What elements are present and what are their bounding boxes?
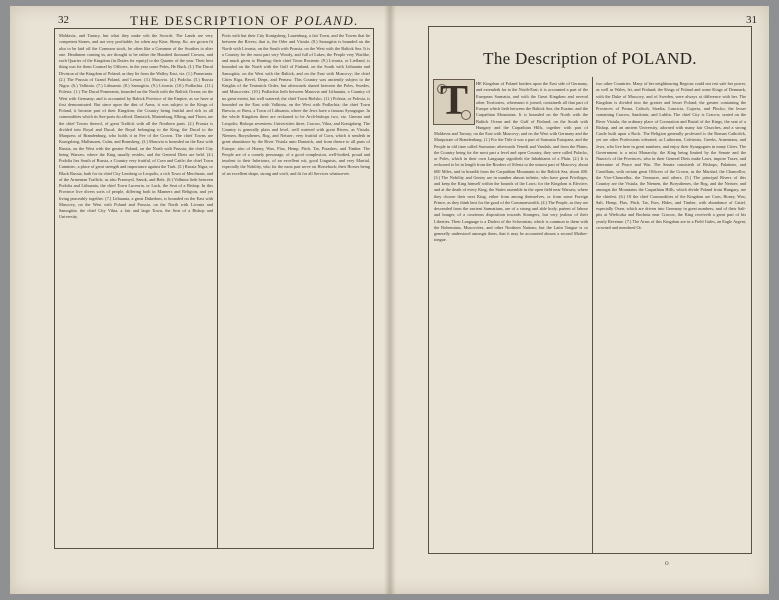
column-text: HE Kingdom of Poland borders upon the East side of Germany, and extendeth far to the North-East; it is accounted a part of the European Sarmatia, and with the Great Kingdom and several other Territories, whereunto it joined, containeth all that part of Europe which lieth between the Baltick Sea, the Euxine, and the Carpathian Mountains. It is bounded on the North with the Baltick Ocean and the Gulf of Finland; on the South with Hungary and the Carpathian Hills, together with part of Moldavia and Tartary; on the East with Muscovy; and on the West with Germany and the Marquisate of Brandenburg. (1.) For the Title it was a part of Sarmatia Europaea, and the People in old time called Sarmatae; afterwards Venedi and Vandals, and from the Plains, the Country being for the most part a level and open Country, they were called Polacks, or Poles, which in their own Language signifieth the Inhabitants of a Plain. (2.) It is reckoned to be in length from the Borders of Silesia to the utmost part of Muscovy, about 600 Miles, and in breadth from the Carpathian Mountains to the Baltick Sea, about 400. (3.) The Nobility and Gentry are in number almost infinite, who have great Privileges, and keep the King himself within the bounds of the Laws; for the Kingdom is Elective, and at the death of every King, the States assemble in the open field near Warsaw, where they choose their next King, either from among themselves, or from some Foreign Prince, as they think best for the good of the Commonwealth. (4.) The People, as they are descended from the ancient Sarmatians, are of a strong and able body, patient of labour and hunger, of a courteous disposition towards Strangers, but very jealous of their Liberties. Their Language is a Dialect of the Sclavonian, which is common to them with the Bohemians, Muscovites, and other Northern Nations; but the Latin Tongue is so generally understood amongst them, that it may be accounted almost a second Mother-tongue. (434, 81, 588, 243)
signature-mark: O (665, 562, 669, 567)
column-rule (592, 77, 593, 553)
text-column-1 (59, 33, 213, 545)
text-column-2 (596, 81, 746, 547)
initial-letter: T (439, 79, 468, 124)
text-frame-left (54, 28, 374, 549)
text-frame-right (428, 26, 752, 554)
running-head-country: POLAND. (294, 13, 359, 28)
running-head (130, 13, 359, 29)
column-text: Ports with but their City Konigsberg, Lunenburg, a fair Town, and the Towns that lie between the Rivers; that is, the Oder and Vistula. (8.) Samogitia is bounded on the North with Livonia, on the South with Prussia, on the West with the Baltick Sea. It is a Country for the most part very Woody, and full of Lakes; the People very Warlike, and much given to Hunting; their chief Town Rosienie. (9.) Livonia, or Liefland, is bounded on the North with the Gulf of Finland, on the South with Lithuania and Samogitia, on the West with the Baltick, and on the East with Muscovy; the chief Cities Riga, Revel, Derpt, and Pernaw. This Country was anciently subject to the Knights of the Teutonick Order, but afterwards shared between the Poles, Swedes, and Muscovites. (10.) Podlachia lieth between Masovia and Lithuania, a Country of no great extent, but well watered; the chief Town Bielsko. (11.) Polesia, or Polesia, is bounded on the East with Volhinia, on the West with Podlachia; the chief Town Brescia, or Brest, a Town of Lithuania, where the Jews have a famous Synagogue. In the whole Kingdom there are reckoned to be Arch-bishops two, viz. Gnesna and Leopolis; Bishops seventeen, Universities three, Cracow, Vilna, and Konigsberg. The Country is generally plain and level, well watered with great Rivers, as Vistula, Niemen, Borysthenes, Bog, and Neister; very fruitful of Corn, which it sendeth in great abundance by the River Vistula unto Dantzick, and from thence to all parts of Europe; also of Honey, Wax, Flax, Hemp, Pitch, Tar, Potashes, and Timber. The People are of a comely personage, of a good complexion, well-bodied, proud and insolent to their Inferiours, of an excellent wit, good Linguists, and very Martial, especially the Nobility, who for the most part serve on Horseback; their Horses being of an excellent shape, strong and swift, and fit for all Services whatsoever. (222, 33, 370, 176)
page-number-right: 31 (746, 14, 757, 26)
right-page (390, 6, 769, 594)
text-column-2 (222, 33, 370, 545)
title-country: POLAND. (621, 49, 697, 68)
page-title (429, 49, 751, 69)
left-page (10, 6, 390, 594)
column-text: Moldavia, and Tartary, but what they make wth the Swords. The Lands are very competent Stones, and not very profitable; for when any Kine, Sheep, &c. are grown fit also to be laid off the Common stock, be often like a Common of the Swathes to alter one. Heathmen coming in, are thought to be rather the Hundred thousand Crowns, and each Quarter of the Kingdom (in Duties for equity) to the Quarter of the year. Their best thing was for them Counsel by Officers, in the year some Poles, He Buck. (I.) The Ducal Division of the Kingdom of Poland, as they lie from the Walloy East, viz. (1.) Pomerania. (2.) The Prussia of Grand Poland, and Lesser. (3.) Masovia. (4.) Podolia. (5.) Russia Nigra. (6.) Volhinia. (7.) Lithuania. (8.) Samogitia. (9.) Livonia. (10.) Podlachia. (11.) Polesia. (1.) The Ducal Pomerania, bounded on the North with the Baltick Ocean; on the West with Germany; and is accounted by Baltick Province of the Empire, as we have at first demonstrated. But since upon the dint of Arms, it was subject to the Kings of Poland, it became part of their Kingdom; the Country being fruitful and rich in all commodities which its Sea-ports do afford. Dantzick, Marienburg, Elbing, and Thorn, are the chief Towns thereof, of great Traffick with all the Northern parts. (2.) Prussia is divided into Royal and Ducal; the Royal belonging to the King, the Ducal to the Marquess of Brandenburg, who holds it in Fee of the Crown. The chief Towns are Konigsberg, Mulhausen, Culm, and Brunsberg. (3.) Masovia is bounded on the East with Russia, on the West with the greater Poland, on the North with Prussia; the chief City being Warsaw, where the King usually resides, and the General Diets are held. (4.) Podolia lies South of Russia, a Country very fruitful, of Corn and Cattle; the chief Town Caminiec, a place of great strength and importance against the Turk. (5.) Russia Nigra, or Black Russia, hath for its chief City Lemberg or Leopolis, a rich Town of Merchants, and of the Armenian Traffick; as also Przemysl, Sanok, and Belz. (6.) Volhinia lieth between Podolia and Lithuania, the chief Town Luceoria, or Luck, the Seat of a Bishop. In this Province live divers sorts of people, differing both in Manners and Religion, and yet living peaceably together. (7.) Lithuania, a great Dukedom, is bounded on the East with Muscovy, on the West with Poland and Prussia, on the North with Livonia and Samogitia; the chief City Vilna, a fair and large Town, the Seat of a Bishop and University. (59, 33, 213, 220)
page-number-left: 32 (58, 14, 69, 26)
title-prefix: The Description of (483, 49, 622, 68)
running-head-prefix: THE DESCRIPTION OF (130, 13, 295, 28)
column-rule (217, 29, 218, 548)
column-text: two other Countries. Many of her neighbouring Regions could not rest safe her power, as well as Wales, let, and Finland; the Kings of Poland and some Kings of Denmark, with the Duke of Muscovy, and of Sweden, were always at difference with her. The Kingdom is divided into the greater and lesser Poland; the greater containing the Provinces of Posna, Calisch, Siradia, Lancicia, Cujavia, and Plocko; the lesser containing Cracow, Sandomir, and Lublin. The chief City is Cracow, seated on the River Vistula, the ordinary place of Coronation and Burial of the Kings, the seat of a Bishop, and an ancient University, adorned with many fair Churches, and a strong Castle built upon a Rock. The Religion generally professed is the Roman Catholick, yet are other Professions tolerated, as Lutherans, Calvinists, Greeks, Armenians, and Jews, who live here in great numbers, and enjoy their Synagogues in many Cities. The Government is a mixt Monarchy, the King being limited by the Senate and the Nuncio's of the Provinces, who in their General Diets make Laws, impose Taxes, and determine of Peace and War. The Senate consisteth of Bishops, Palatines, and Castellans, with certain great Officers of the Crown, as the Marshal, the Chancellor, the Vice-Chancellor, the Treasurer, and others. (5.) The principal Rivers of this Country are the Vistula, the Niemen, the Borysthenes, the Bog, and the Neister; and amongst the Mountains the Carpathian Hills, which divide Poland from Hungary, are the chiefest. (6.) Of the chief Commodities of the Kingdom are Corn, Honey, Wax, Salt, Hemp, Flax, Pitch, Tar, Furs, Hides, and Timber, with abundance of Cattel, especially Oxen, which are driven into Germany in great numbers; and of their Salt-pits at Wieliczka and Bochnia near Cracow, the King receiveth a great part of his yearly Revenue. (7.) The Arms of this Kingdom are in a Field Gules, an Eagle Argent, crowned and membred Or. (596, 81, 746, 230)
text-column-1 (434, 81, 588, 547)
book-spread (10, 6, 769, 594)
